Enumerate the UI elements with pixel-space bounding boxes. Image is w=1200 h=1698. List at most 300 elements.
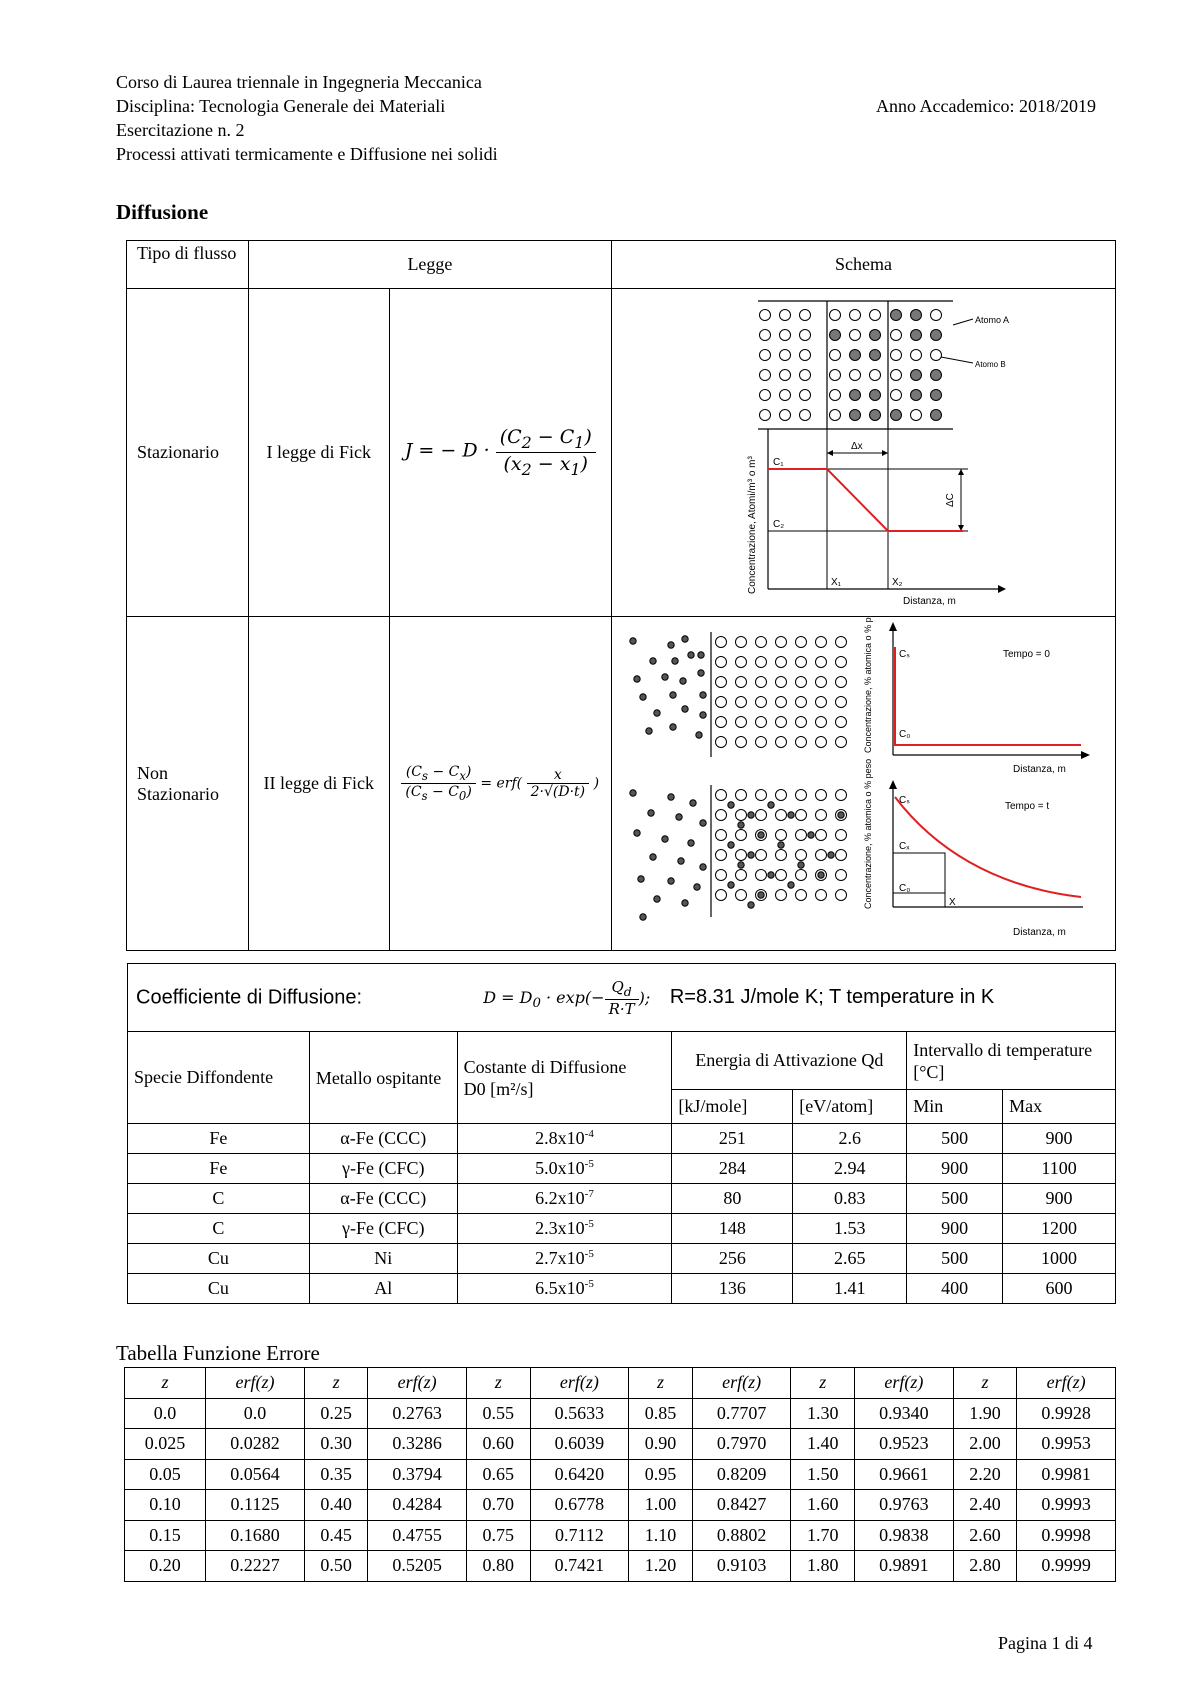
table-row [125, 1429, 1116, 1460]
steady-y-axis-label: Concentrazione, Atomi/m³ o m³ [747, 456, 759, 594]
erf-value: 0.1680 [206, 1520, 305, 1551]
lattice-atom [716, 717, 727, 728]
atom-a [891, 410, 902, 421]
diffusing-atom [728, 882, 734, 888]
cell-species: C [128, 1184, 310, 1214]
z-value: 2.00 [953, 1429, 1017, 1460]
diffusing-atom [688, 840, 694, 846]
z-value: 0.10 [125, 1490, 206, 1521]
col-erf: erf(z) [368, 1368, 467, 1399]
lattice-atom [816, 890, 827, 901]
table-row [125, 1398, 1116, 1429]
erf-value: 0.3794 [368, 1459, 467, 1490]
lattice-atom [736, 737, 747, 748]
lattice-atom [776, 890, 787, 901]
lattice-atom [836, 830, 847, 841]
erf-value: 0.0282 [206, 1429, 305, 1460]
atom-a [931, 330, 942, 341]
lattice-atom [836, 637, 847, 648]
z-value: 0.30 [304, 1429, 368, 1460]
atom-b [760, 310, 771, 321]
diffusing-atom [672, 658, 678, 664]
table-row [128, 1214, 1116, 1244]
cell-d0: $6.5x10^{-5}$ [457, 1274, 672, 1304]
diffusing-atom [668, 642, 674, 648]
lattice-atom [796, 870, 807, 881]
atom-b [870, 310, 881, 321]
lattice-atom [716, 657, 727, 668]
lattice-atom [756, 677, 767, 688]
z-value: 0.40 [304, 1490, 368, 1521]
lattice-atom [836, 850, 847, 861]
atom-b [780, 310, 791, 321]
lattice-atom [736, 790, 747, 801]
diffusing-atom [670, 724, 676, 730]
lattice-atom [716, 697, 727, 708]
z-value: 2.40 [953, 1490, 1017, 1521]
z-value: 0.25 [304, 1398, 368, 1429]
lattice-atom [736, 890, 747, 901]
cell-ev: 2.94 [793, 1154, 907, 1184]
table-row [128, 1244, 1116, 1274]
z-value: 0.90 [629, 1429, 693, 1460]
erf-value: 0.0564 [206, 1459, 305, 1490]
atom-a [850, 390, 861, 401]
lattice-atom [836, 790, 847, 801]
course-line: Corso di Laurea triennale in Ingegneria Meccanica [116, 72, 482, 92]
lattice-atom [816, 830, 827, 841]
cx-label: Cₓ [899, 841, 910, 852]
z-value: 1.40 [791, 1429, 855, 1460]
erf-value: 0.2763 [368, 1398, 467, 1429]
lattice-atom [776, 657, 787, 668]
col-interval: Intervallo di temperature [°C] [907, 1032, 1116, 1090]
col-z: z [629, 1368, 693, 1399]
col-z: z [953, 1368, 1017, 1399]
cell-min: 400 [907, 1274, 1003, 1304]
erf-value: 0.9953 [1017, 1429, 1116, 1460]
lattice-atom [836, 697, 847, 708]
diffusing-atom [654, 896, 660, 902]
table-row [125, 1520, 1116, 1551]
lattice-atom [756, 870, 767, 881]
diffusing-atom [728, 802, 734, 808]
cell-d0: $6.2x10^{-7}$ [457, 1184, 672, 1214]
diffusing-atom [818, 872, 824, 878]
col-max: Max [1003, 1090, 1116, 1124]
lattice-atom [796, 637, 807, 648]
x-axis-label-top: Distanza, m [1013, 764, 1067, 775]
lattice-atom [816, 717, 827, 728]
discipline-line: Disciplina: Tecnologia Generale dei Materiali [116, 96, 446, 116]
diffusing-atom [788, 812, 794, 818]
coefficient-title: Coefficiente di Diffusione: [136, 985, 363, 1008]
atom-b [760, 370, 771, 381]
cell-min: 500 [907, 1124, 1003, 1154]
lattice-atom [836, 677, 847, 688]
table-row [128, 1274, 1116, 1304]
atom-b [800, 370, 811, 381]
diffusing-atom [778, 842, 784, 848]
cell-host: γ-Fe (CFC) [309, 1154, 457, 1184]
c1-label: C₁ [773, 457, 785, 468]
z-value: 0.60 [467, 1429, 531, 1460]
cell-ev: 2.65 [793, 1244, 907, 1274]
diffusing-atom [630, 638, 636, 644]
atom-a [891, 310, 902, 321]
atom-a [911, 390, 922, 401]
atom-b [760, 350, 771, 361]
diffusing-atom [690, 800, 696, 806]
z-value: 0.65 [467, 1459, 531, 1490]
erf-value: 0.8802 [692, 1520, 791, 1551]
diffusing-atom [654, 710, 660, 716]
lattice-atom [776, 697, 787, 708]
cs-label-bottom: Cₛ [899, 795, 911, 806]
erf-value: 0.8209 [692, 1459, 791, 1490]
z-value: 1.80 [791, 1551, 855, 1582]
cell-species: Fe [128, 1124, 310, 1154]
cell-min: 900 [907, 1214, 1003, 1244]
academic-year: Anno Accademico: 2018/2019 [876, 96, 1096, 116]
erf-value: 0.9763 [854, 1490, 953, 1521]
erf-value: 0.5205 [368, 1551, 467, 1582]
atom-b [800, 350, 811, 361]
diffusing-atom [650, 854, 656, 860]
lattice-atom [756, 790, 767, 801]
lattice-atom [756, 657, 767, 668]
cell-host: Al [309, 1274, 457, 1304]
cell-host: γ-Fe (CFC) [309, 1214, 457, 1244]
cell-species: Cu [128, 1274, 310, 1304]
z-value: 1.30 [791, 1398, 855, 1429]
cell-min: 500 [907, 1244, 1003, 1274]
exercise-number: Esercitazione n. 2 [116, 120, 245, 140]
header-schema: Schema [611, 241, 1115, 289]
col-erf: erf(z) [530, 1368, 629, 1399]
diffusing-atom [758, 892, 764, 898]
atom-b [780, 390, 791, 401]
erf-value: 0.2227 [206, 1551, 305, 1582]
cell-max: 900 [1003, 1184, 1116, 1214]
profile-time-t [895, 797, 1081, 897]
lattice-atom [816, 657, 827, 668]
diffusing-atom [670, 692, 676, 698]
diffusing-atom [638, 876, 644, 882]
diffusing-atom [668, 878, 674, 884]
diffusing-atom [668, 794, 674, 800]
diffusing-atom [828, 852, 834, 858]
atom-a [911, 370, 922, 381]
z-value: 0.45 [304, 1520, 368, 1551]
exercise-topic: Processi attivati termicamente e Diffusione nei solidi [116, 144, 498, 164]
atom-b [891, 330, 902, 341]
lattice-atom [816, 810, 827, 821]
lattice-atom [736, 870, 747, 881]
erf-value: 0.6778 [530, 1490, 629, 1521]
cell-kj: 80 [672, 1184, 793, 1214]
atom-a [870, 390, 881, 401]
diffusing-atom [640, 694, 646, 700]
erf-value: 0.9103 [692, 1551, 791, 1582]
atom-b [931, 310, 942, 321]
lattice-atom [776, 737, 787, 748]
lattice-atom [716, 890, 727, 901]
diffusing-atom [630, 790, 636, 796]
cell-host: Ni [309, 1244, 457, 1274]
col-energy: Energia di Attivazione Qd [672, 1032, 907, 1090]
diffusing-atom [662, 836, 668, 842]
page-number: Pagina 1 di 4 [998, 1633, 1093, 1653]
col-kj: [kJ/mole] [672, 1090, 793, 1124]
lattice-atom [796, 850, 807, 861]
fick-second-law-formula: $\frac{(C_s - C_x)}{(C_s - C_0)}$ = erf( $\frac{x}{2\cdot√(D\cdot t)}$ ) [389, 617, 611, 951]
lattice-atom [776, 717, 787, 728]
lattice-atom [736, 810, 747, 821]
diffusing-atom [738, 822, 744, 828]
atom-a [850, 350, 861, 361]
erf-value: 0.1125 [206, 1490, 305, 1521]
diffusing-atom [748, 812, 754, 818]
lattice-atom [756, 737, 767, 748]
erf-value: 0.0 [206, 1398, 305, 1429]
atom-b [830, 370, 841, 381]
col-host: Metallo ospitante [309, 1032, 457, 1124]
diffusing-atom [678, 858, 684, 864]
erf-value: 0.9981 [1017, 1459, 1116, 1490]
z-value: 1.50 [791, 1459, 855, 1490]
diffusing-atom [682, 706, 688, 712]
diffusing-atom [728, 842, 734, 848]
cell-species: Cu [128, 1244, 310, 1274]
atom-a [870, 410, 881, 421]
lattice-atom [736, 657, 747, 668]
lattice-atom [816, 737, 827, 748]
cell-max: 1200 [1003, 1214, 1116, 1244]
atom-b-label: Atomo B [975, 360, 1007, 369]
fick-first-law-formula: J = − D · $\frac{(C_2 - C_1)}{(x_2 - x_1)}$ [389, 289, 611, 617]
erf-value: 0.7707 [692, 1398, 791, 1429]
erf-value: 0.9838 [854, 1520, 953, 1551]
lattice-atom [836, 717, 847, 728]
diffusing-atom [680, 678, 686, 684]
cell-min: 500 [907, 1184, 1003, 1214]
cell-d0: $2.8x10^{-4}$ [457, 1124, 672, 1154]
lattice-atom [796, 677, 807, 688]
lattice-atom [836, 657, 847, 668]
lattice-atom [756, 637, 767, 648]
erf-value: 0.4755 [368, 1520, 467, 1551]
z-value: 0.20 [125, 1551, 206, 1582]
diffusing-atom [650, 658, 656, 664]
diffusing-atom [696, 732, 702, 738]
erf-value: 0.7970 [692, 1429, 791, 1460]
steady-state-diffusion-diagram [613, 289, 1113, 611]
erf-value: 0.6420 [530, 1459, 629, 1490]
atom-b [850, 310, 861, 321]
diffusing-atom [798, 862, 804, 868]
cell-ev: 1.41 [793, 1274, 907, 1304]
lattice-atom [736, 637, 747, 648]
diffusing-atom [768, 872, 774, 878]
col-erf: erf(z) [854, 1368, 953, 1399]
lattice-atom [776, 830, 787, 841]
atom-b [800, 390, 811, 401]
table-row [125, 1490, 1116, 1521]
cell-d0: $2.7x10^{-5}$ [457, 1244, 672, 1274]
z-value: 0.0 [125, 1398, 206, 1429]
z-value: 2.60 [953, 1520, 1017, 1551]
lattice-atom [736, 717, 747, 728]
header-law: Legge [248, 241, 611, 289]
atom-a-label: Atomo A [975, 315, 1010, 325]
erf-value: 0.9928 [1017, 1398, 1116, 1429]
delta-x-label: Δx [851, 441, 864, 452]
diffusing-atom [698, 652, 704, 658]
erf-value: 0.4284 [368, 1490, 467, 1521]
transient-diffusion-diagram [613, 617, 1113, 945]
lattice-atom [716, 737, 727, 748]
erf-value: 0.9998 [1017, 1520, 1116, 1551]
z-value: 1.60 [791, 1490, 855, 1521]
flux-table [126, 240, 1116, 951]
atom-b [800, 330, 811, 341]
diffusion-coefficient-table [127, 963, 1116, 1304]
col-z: z [791, 1368, 855, 1399]
col-erf: erf(z) [1017, 1368, 1116, 1399]
erf-table-title: Tabella Funzione Errore [116, 1341, 320, 1365]
diffusing-atom [758, 832, 764, 838]
diffusing-atom [808, 832, 814, 838]
z-value: 1.00 [629, 1490, 693, 1521]
z-value: 0.15 [125, 1520, 206, 1551]
z-value: 1.90 [953, 1398, 1017, 1429]
header-flux-type: Tipo di flusso [127, 241, 249, 289]
table-row [128, 1184, 1116, 1214]
row-steady-type: Stazionario [127, 289, 249, 617]
erf-value: 0.5633 [530, 1398, 629, 1429]
atom-b [760, 330, 771, 341]
cell-d0: $2.3x10^{-5}$ [457, 1214, 672, 1244]
erf-value: 0.6039 [530, 1429, 629, 1460]
atom-a [850, 410, 861, 421]
lattice-atom [776, 790, 787, 801]
diffusing-atom [648, 810, 654, 816]
atom-b [830, 410, 841, 421]
diffusing-atom [646, 728, 652, 734]
lattice-atom [716, 850, 727, 861]
steady-concentration-profile [768, 469, 963, 531]
lattice-atom [796, 790, 807, 801]
x1-label: X₁ [831, 577, 842, 588]
col-z: z [467, 1368, 531, 1399]
cell-kj: 284 [672, 1154, 793, 1184]
col-ev: [eV/atom] [793, 1090, 907, 1124]
cell-max: 900 [1003, 1124, 1116, 1154]
cell-host: α-Fe (CCC) [309, 1184, 457, 1214]
lattice-atom [816, 790, 827, 801]
diffusing-atom [768, 802, 774, 808]
erf-table [124, 1367, 1116, 1582]
diffusing-atom [700, 692, 706, 698]
lattice-atom [836, 890, 847, 901]
d0-unit: D0 [m²/s] [463, 1078, 534, 1099]
erf-value: 0.7112 [530, 1520, 629, 1551]
lattice-atom [756, 697, 767, 708]
z-value: 0.80 [467, 1551, 531, 1582]
delta-c-label: ΔC [945, 493, 957, 507]
lattice-atom [816, 637, 827, 648]
row-transient-law: II legge di Fick [248, 617, 389, 951]
atom-b [830, 310, 841, 321]
cell-kj: 251 [672, 1124, 793, 1154]
atom-a [911, 310, 922, 321]
cs-label-top: Cₛ [899, 649, 911, 660]
atom-a [911, 330, 922, 341]
z-value: 1.10 [629, 1520, 693, 1551]
time-zero-label: Tempo = 0 [1003, 649, 1051, 660]
steady-x-axis-label: Distanza, m [903, 596, 957, 607]
constants-note: R=8.31 J/mole K; T temperature in K [669, 985, 995, 1008]
z-value: 2.20 [953, 1459, 1017, 1490]
profile-time-zero [895, 647, 1081, 745]
lattice-atom [776, 870, 787, 881]
lattice-atom [736, 850, 747, 861]
coefficient-header: Coefficiente di Diffusione: $D = D_0 \cdot \exp(-$ $\frac{Q_d}{R\cdot T}$ ); R=8.31 J/mole K; T temperature in K [128, 964, 1116, 1032]
atom-b [800, 410, 811, 421]
atom-b [931, 350, 942, 361]
lattice-atom [716, 677, 727, 688]
diffusing-atom [634, 676, 640, 682]
lattice-atom [836, 737, 847, 748]
erf-value: 0.9523 [854, 1429, 953, 1460]
lattice-atom [796, 697, 807, 708]
atom-b [850, 330, 861, 341]
lattice-atom [796, 830, 807, 841]
lattice-atom [716, 830, 727, 841]
d0-label: Costante di Diffusione [463, 1056, 627, 1077]
atom-b [780, 410, 791, 421]
atom-b [760, 390, 771, 401]
diffusing-atom [698, 670, 704, 676]
lattice-atom [796, 717, 807, 728]
row-steady-law: I legge di Fick [248, 289, 389, 617]
atom-b [850, 370, 861, 381]
table-row [128, 1124, 1116, 1154]
lattice-atom [816, 697, 827, 708]
z-value: 1.70 [791, 1520, 855, 1551]
table-row [125, 1551, 1116, 1582]
atom-a [931, 410, 942, 421]
erf-value: 0.9891 [854, 1551, 953, 1582]
atom-a [931, 370, 942, 381]
lattice-atom [716, 870, 727, 881]
diffusing-atom [700, 864, 706, 870]
erf-value: 0.8427 [692, 1490, 791, 1521]
c0-label-bottom: C₀ [899, 883, 911, 894]
lattice-atom [796, 810, 807, 821]
col-z: z [125, 1368, 206, 1399]
atom-b [780, 330, 791, 341]
z-value: 2.80 [953, 1551, 1017, 1582]
transient-y-axis-label-top: Concentrazione, % atomica o % peso [863, 617, 874, 753]
z-value: 1.20 [629, 1551, 693, 1582]
x-axis-label-bottom: Distanza, m [1013, 927, 1067, 938]
z-value: 0.70 [467, 1490, 531, 1521]
lattice-atom [736, 677, 747, 688]
lattice-atom [756, 717, 767, 728]
atom-b [830, 390, 841, 401]
